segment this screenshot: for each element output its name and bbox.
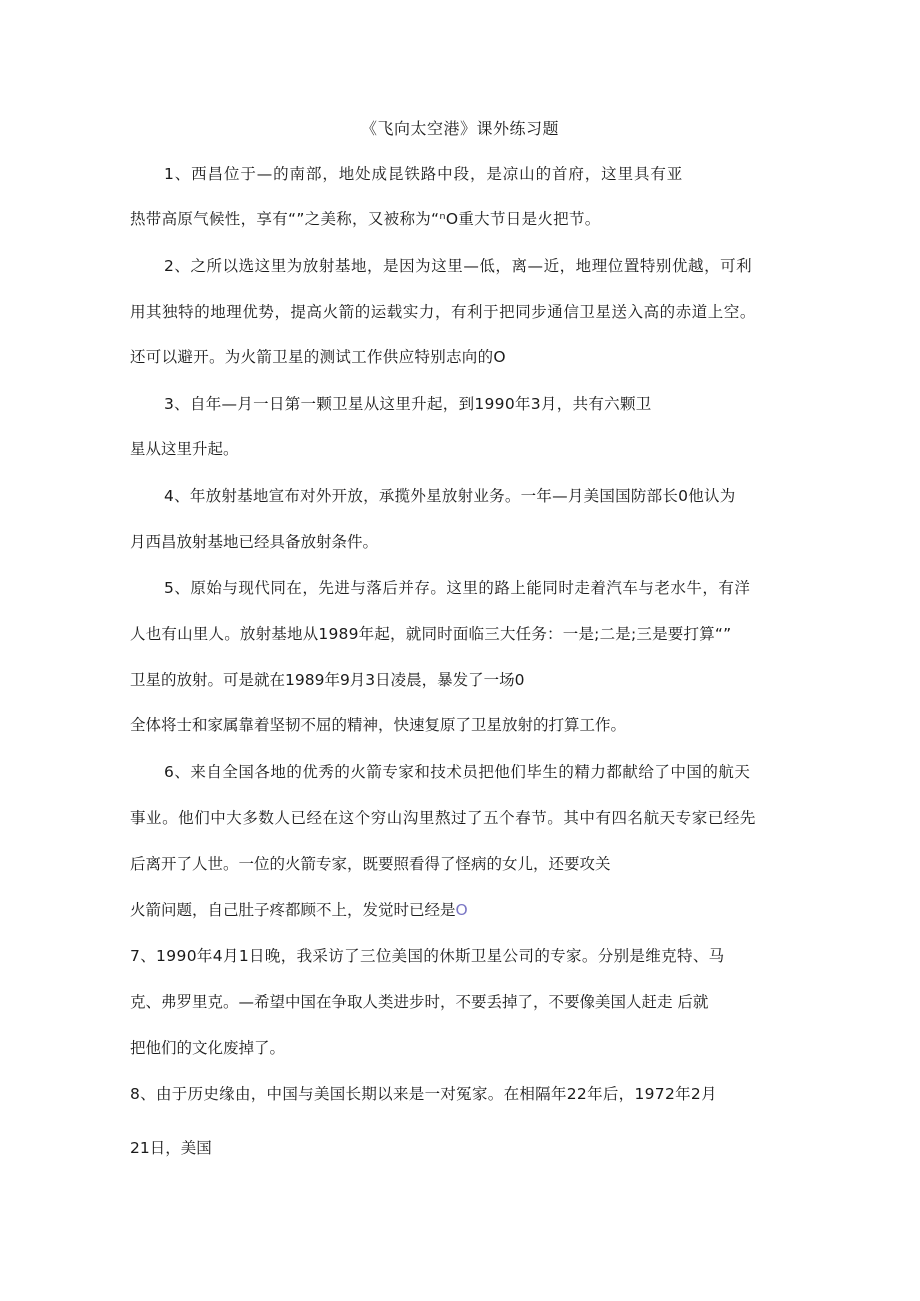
paragraph-line: 8、由于历史缘由，中国与美国长期以来是一对冤家。在相隔年22年后，1972年2月 — [130, 1085, 717, 1103]
paragraph-line: 7、1990年4月1日晚，我采访了三位美国的休斯卫星公司的专家。分别是维克特、马 — [130, 947, 725, 965]
paragraph-line: 2、之所以选这里为放射基地，是因为这里—低，离—近，地理位置特别优越，可利 — [164, 257, 753, 275]
paragraph-line: 4、年放射基地宣布对外开放，承揽外星放射业务。一年—月美国国防部长0他认为 — [164, 487, 736, 505]
paragraph-line: 克、弗罗里克。—希望中国在争取人类进步时，不要丢掉了，不要像美国人赶走 后就 — [130, 993, 709, 1011]
paragraph-line: 5、原始与现代同在，先进与落后并存。这里的路上能同时走着汽车与老水牛，有洋 — [164, 579, 751, 597]
paragraph-line: 卫星的放射。可是就在1989年9月3日凌晨，暴发了一场0 — [130, 671, 525, 689]
paragraph-line: 后离开了人世。一位的火箭专家，既要照看得了怪病的女儿，还要攻关 — [130, 855, 611, 873]
paragraph-line: 把他们的文化废掉了。 — [130, 1039, 286, 1057]
paragraph-line: 6、来自全国各地的优秀的火箭专家和技术员把他们毕生的精力都献给了中国的航天 — [164, 763, 751, 781]
page-title: 《飞向太空港》课外练习题 — [360, 119, 559, 138]
paragraph-line: 21日，美国 — [130, 1139, 212, 1157]
paragraph-line: 星从这里升起。 — [130, 440, 239, 458]
paragraph-line: 事业。他们中大多数人已经在这个穷山沟里熬过了五个春节。其中有四名航天专家已经先 — [130, 809, 756, 827]
paragraph-line-text: 火箭问题，自己肚子疼都顾不上，发觉时已经是 — [130, 901, 456, 919]
paragraph-line: 热带高原气候性，享有“”之美称，又被称为“ⁿO重大节日是火把节。 — [130, 210, 601, 228]
paragraph-line: 3、自年—月一日第一颗卫星从这里升起，到1990年3月，共有六颗卫 — [164, 395, 652, 413]
circle-mark-icon: O — [455, 901, 468, 919]
paragraph-line: 用其独特的地理优势，提高火箭的运载实力，有利于把同步通信卫星送入高的赤道上空。 — [130, 303, 756, 321]
paragraph-line — [130, 899, 468, 921]
paragraph-line: 全体将士和家属靠着坚韧不屈的精神，快速复原了卫星放射的打算工作。 — [130, 716, 627, 734]
paragraph-line: 人也有山里人。放射基地从1989年起，就同时面临三大任务：一是;二是;三是要打算“” — [130, 625, 732, 643]
paragraph-line: 月西昌放射基地已经具备放射条件。 — [130, 533, 379, 551]
paragraph-line: 还可以避开。为火箭卫星的测试工作供应特别志向的O — [130, 348, 506, 366]
paragraph-line: 1、西昌位于—的南部，地处成昆铁路中段，是凉山的首府，这里具有亚 — [164, 165, 684, 183]
